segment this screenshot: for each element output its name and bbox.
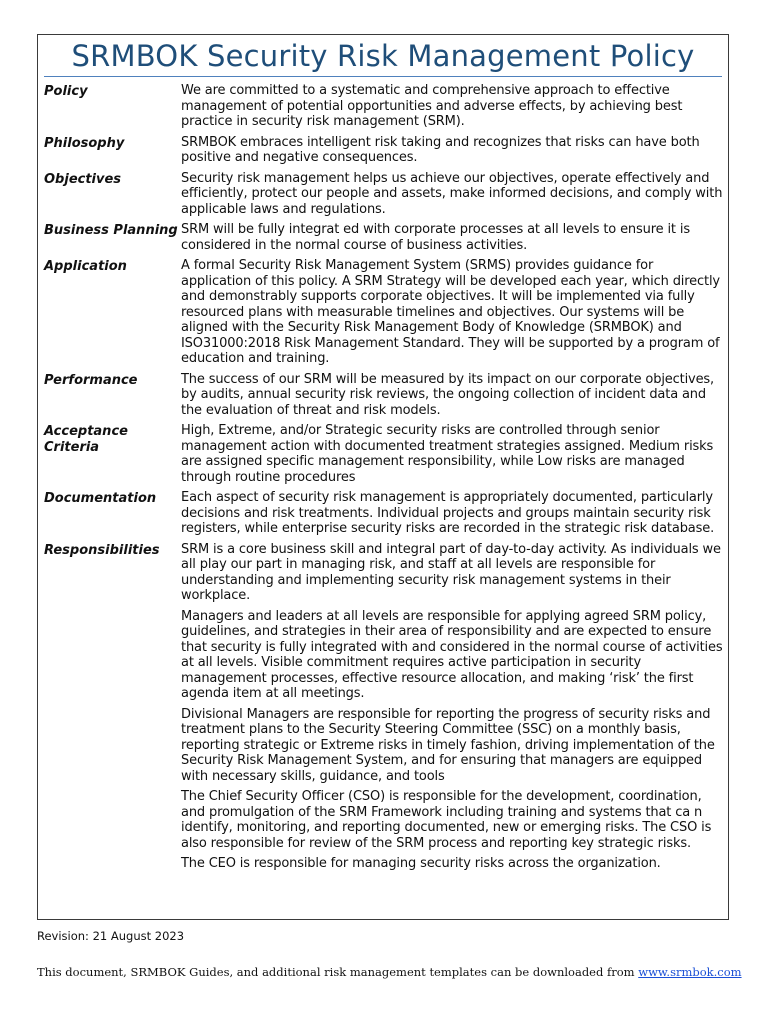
section-body — [181, 542, 724, 877]
section-label: Policy — [44, 84, 88, 99]
section-label: Objectives — [44, 171, 122, 187]
section-body — [181, 83, 724, 135]
section-label: Performance — [44, 372, 138, 388]
section-body — [181, 490, 724, 542]
section-paragraph: Each aspect of security risk management is appropriately documented, particularly decisions and risk treatments. Individual projects and groups maintain security risk registers, while enterprise security risks are recorded in the strategic risk database. — [181, 490, 715, 536]
policy-section — [44, 135, 724, 171]
section-paragraph: Divisional Managers are responsible for reporting the progress of security risks and treatment plans to the Security Steering Committee (SSC) on a monthly basis, reporting strategic or Extreme risks in timely fashion, driving implementation of the Security Risk Management System, and for ensuring that managers are equipped with necessary skills, guidance, and tools — [181, 706, 715, 784]
policy-section — [44, 372, 724, 424]
section-paragraph: The CEO is responsible for managing security risks across the organization. — [181, 856, 661, 871]
section-paragraph: SRM is a core business skill and integral part of day-to-day activity. As individuals we all play our part in managing risk, and staff at all levels are responsible for understanding and implementing security risk management systems in their workplace. — [181, 541, 721, 603]
section-label: Philosophy — [44, 135, 125, 151]
section-label: Documentation — [44, 491, 157, 506]
section-body — [181, 135, 724, 171]
section-paragraph: High, Extreme, and/or Strategic security risks are controlled through senior management action with documented treatment strategies assigned. Medium risks are assigned specific management responsibility, while Low risks are managed through routine procedures — [181, 423, 714, 485]
policy-sections — [44, 83, 724, 877]
policy-section — [44, 258, 724, 372]
title-divider — [44, 76, 722, 77]
revision-date: Revision: 21 August 2023 — [37, 929, 185, 943]
section-paragraph: We are committed to a systematic and comprehensive approach to effective management of potential opportunities and adverse effects, by achieving best practice in security risk management (SRM). — [181, 83, 683, 129]
policy-section — [44, 542, 724, 877]
section-label: Responsibilities — [44, 542, 160, 558]
section-paragraph: SRMBOK embraces intelligent risk taking and recognizes that risks can have both positive and negative consequences. — [181, 134, 700, 165]
section-paragraph: Security risk management helps us achieve our objectives, operate effectively and efficiently, protect our people and assets, make informed decisions, and comply with applicable laws and regulations. — [181, 170, 723, 217]
section-body — [181, 171, 724, 223]
policy-section — [44, 171, 724, 223]
section-body — [181, 423, 724, 490]
policy-section — [44, 83, 724, 135]
policy-frame — [37, 34, 729, 920]
policy-section — [44, 222, 724, 258]
section-body — [181, 372, 724, 424]
website-link[interactable]: www.srmbok.com — [638, 965, 742, 979]
section-body — [181, 258, 724, 372]
section-body — [181, 222, 724, 258]
section-paragraph: A formal Security Risk Management System (SRMS) provides guidance for application of this policy. A SRM Strategy will be developed each year, which directly and demonstrably supports corporate objectives. It will be implemented via fully resourced plans with measurable timelines and objectives. Our systems will be aligned with the Security Risk Management Body of Knowledge (SRMBOK) and ISO31000:2018 Risk Management Standard. They will be supported by a program of education and training. — [181, 258, 720, 366]
section-paragraph: SRM will be fully integrat ed with corporate processes at all levels to ensure it is considered in the normal course of business activities. — [181, 222, 690, 253]
section-paragraph: The success of our SRM will be measured by its impact on our corporate objectives, by audits, annual security risk reviews, the ongoing collection of incident data and the evaluation of threat and risk models. — [181, 371, 715, 418]
footer-note — [37, 965, 742, 979]
policy-section — [44, 490, 724, 542]
section-label: Application — [44, 259, 127, 274]
policy-section — [44, 423, 724, 490]
page-title: SRMBOK Security Risk Management Policy — [71, 39, 695, 73]
section-label: Business Planning — [44, 223, 178, 238]
section-paragraph: The Chief Security Officer (CSO) is responsible for the development, coordination, and promulgation of the SRM Framework including training and systems that ca n identify, monitoring, and reporting documented, new or emerging risks. The CSO is also responsible for review of the SRM process and reporting key strategic risks. — [181, 789, 712, 851]
section-label: Acceptance Criteria — [44, 424, 128, 455]
section-paragraph: Managers and leaders at all levels are responsible for applying agreed SRM policy, guidelines, and strategies in their area of responsibility and are expected to ensure that security is fully integrated with and considered in the normal course of activities at all levels. Visible commitment requires active participation in security management processes, effective resource allocation, and making ‘risk’ the first agenda item at all meetings. — [181, 608, 723, 701]
footer-text: This document, SRMBOK Guides, and additional risk management templates can be downloaded from — [37, 965, 639, 979]
